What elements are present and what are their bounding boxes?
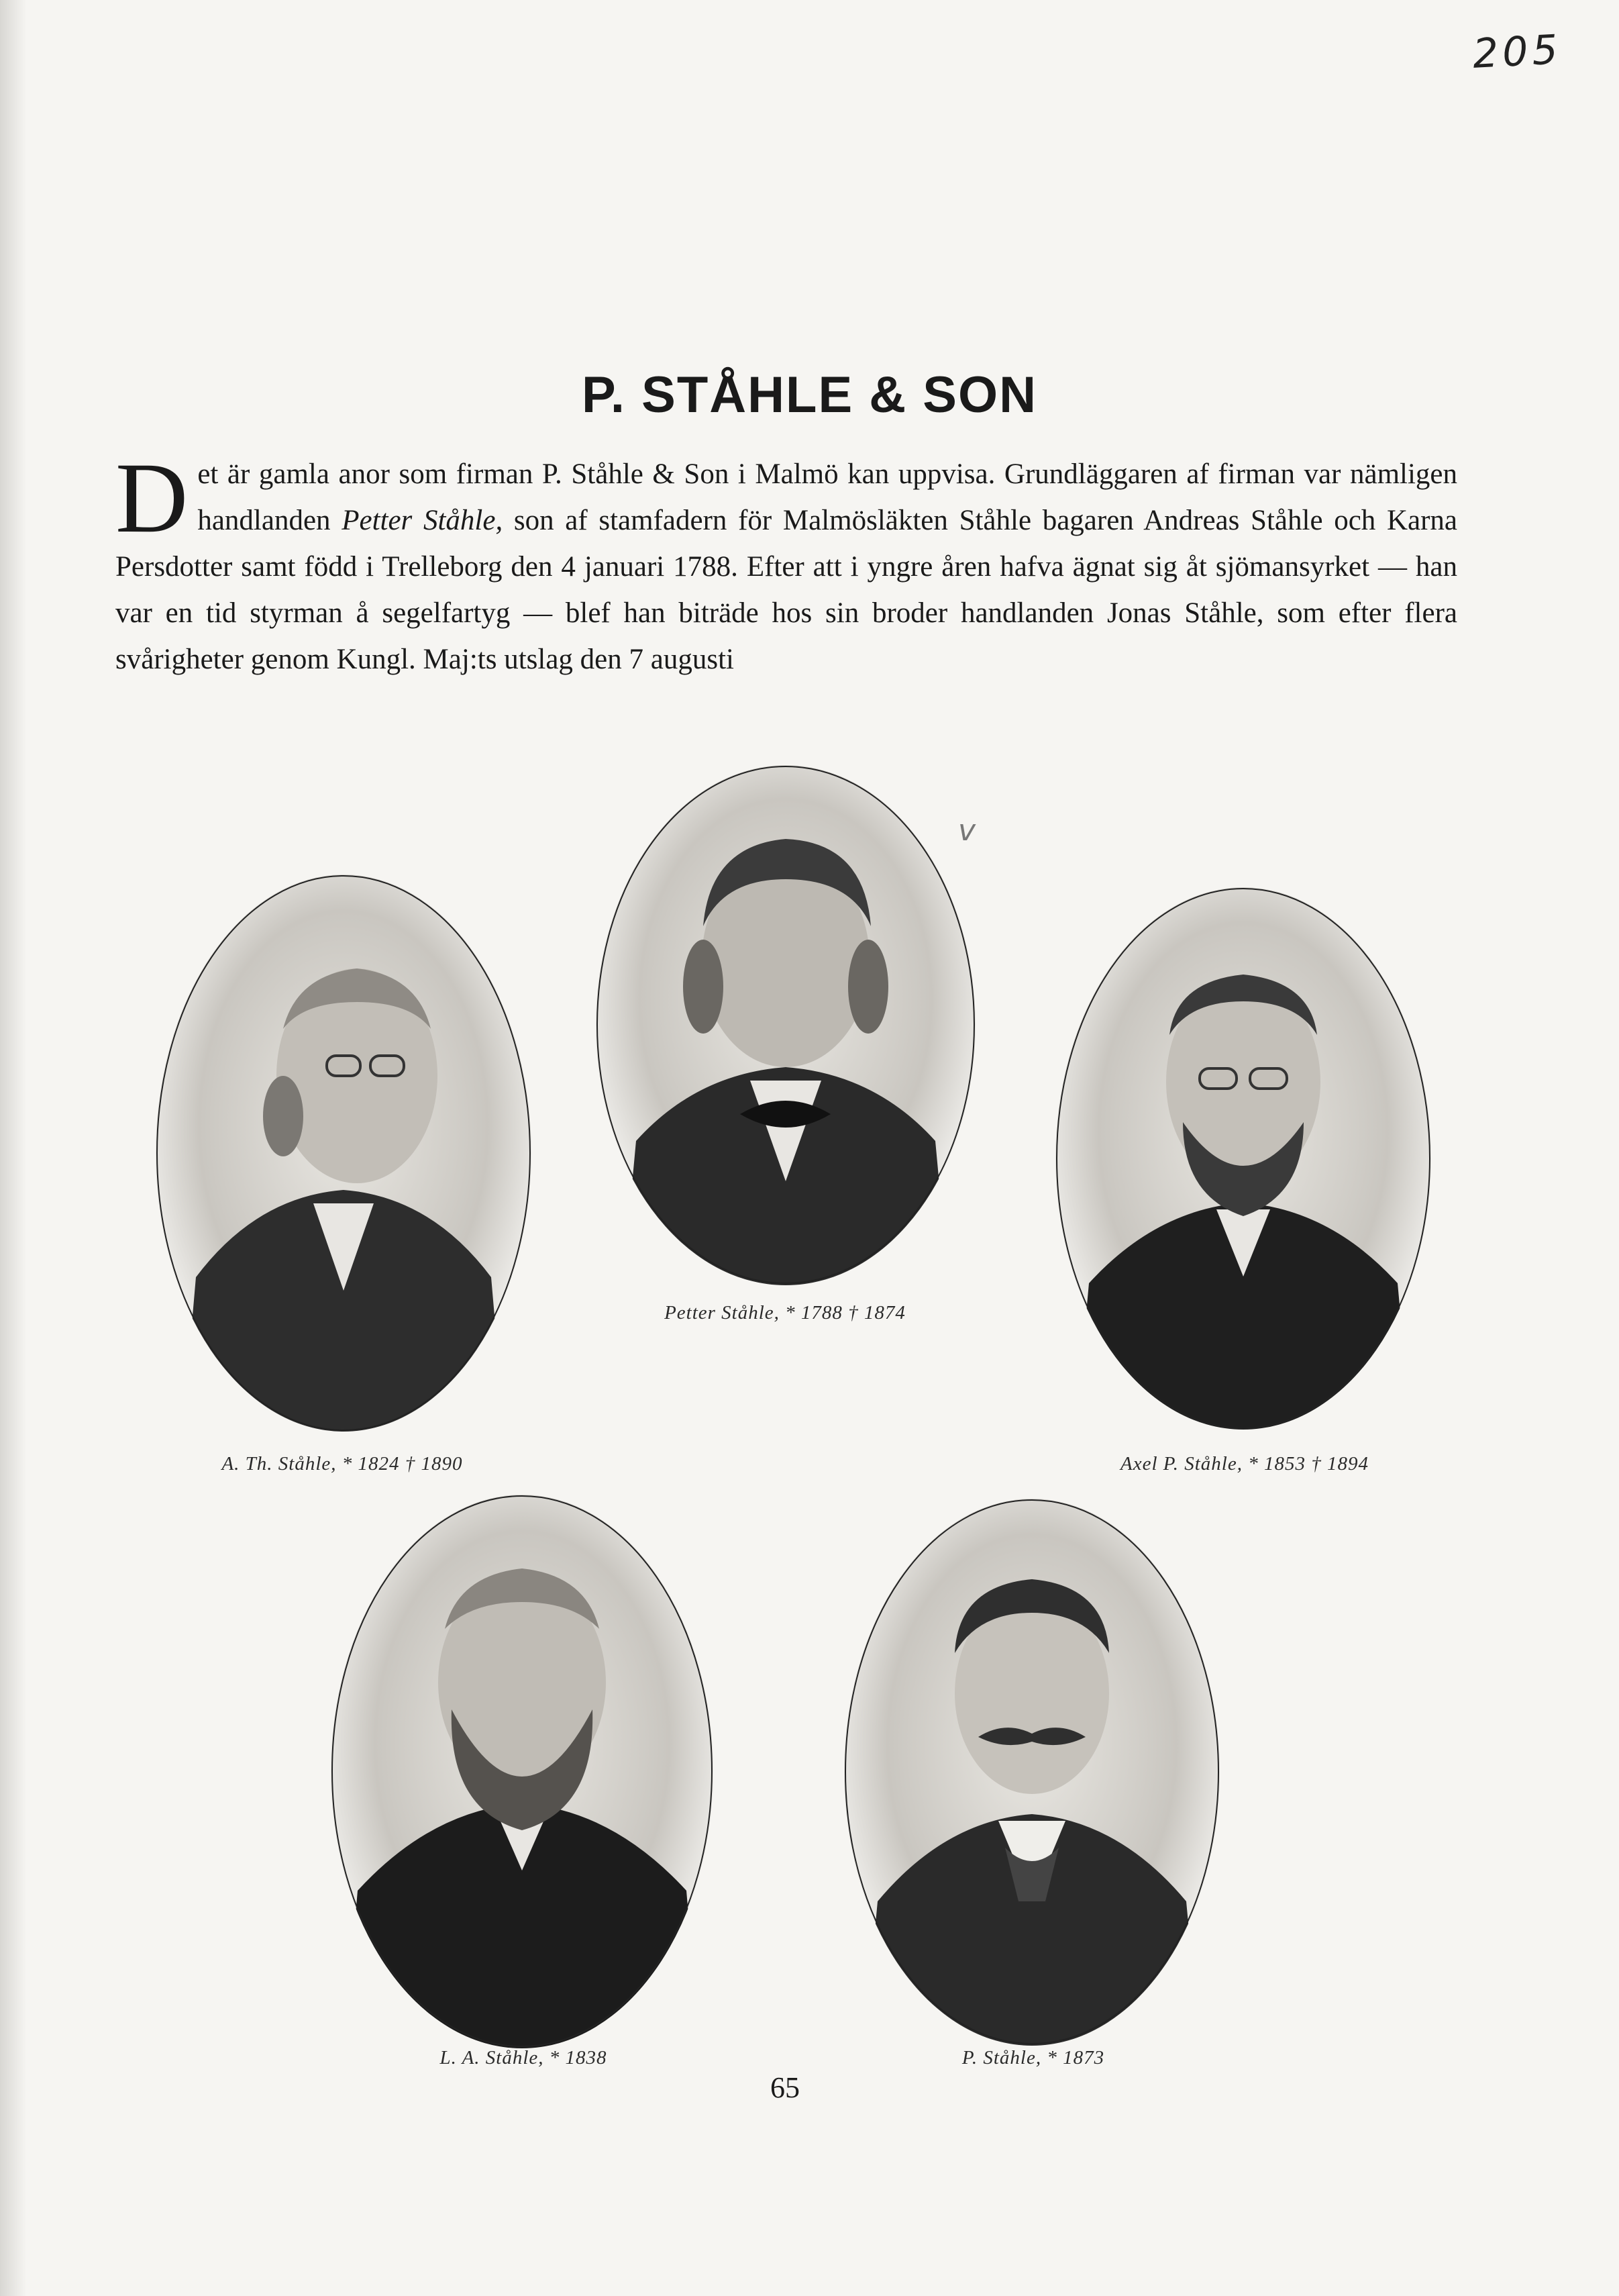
portrait-a-th-stahle [156,875,531,1432]
caption-petter-stahle: Petter Ståhle, * 1788 † 1874 [664,1302,906,1324]
pencil-mark: v [958,813,976,848]
portrait-l-a-stahle [331,1495,713,2048]
body-text-part-1: et är gamla anor som firman P. Ståhle & Son i Malmö kan uppvisa. Grundläggaren af firman var nämligen handlanden [197,458,1457,536]
binding-shadow [0,0,27,2296]
portrait-petter-stahle [596,765,976,1285]
caption-l-a-stahle: L. A. Ståhle, * 1838 [439,2047,607,2068]
dropcap: D [115,442,189,554]
handwritten-page-number: 205 [1471,26,1563,78]
portrait-axel-p-stahle [1055,887,1431,1430]
body-text-part-2: son af stamfadern för Malmösläkten Ståhle bagaren Andreas Ståhle och Karna Persdotter samt född i Trelleborg den 4 januari 1788. Efter att i yngre åren hafva ägnat sig åt sjömansyrket — han var en tid styrman å segelfartyg — blef han biträde hos sin broder handlanden Jonas Ståhle, som efter flera svårigheter genom Kungl. Maj:ts utslag den 7 augusti [115,505,1458,675]
body-paragraph [115,442,1458,683]
founder-name: Petter Ståhle, [342,505,503,536]
page-title: P. STÅHLE & SON [582,366,1037,423]
folio-page-number: 65 [770,2071,800,2104]
caption-p-stahle: P. Ståhle, * 1873 [961,2047,1105,2068]
portrait-p-stahle [844,1499,1220,2046]
caption-a-th-stahle: A. Th. Ståhle, * 1824 † 1890 [221,1453,463,1475]
caption-axel-p-stahle: Axel P. Ståhle, * 1853 † 1894 [1120,1453,1369,1475]
